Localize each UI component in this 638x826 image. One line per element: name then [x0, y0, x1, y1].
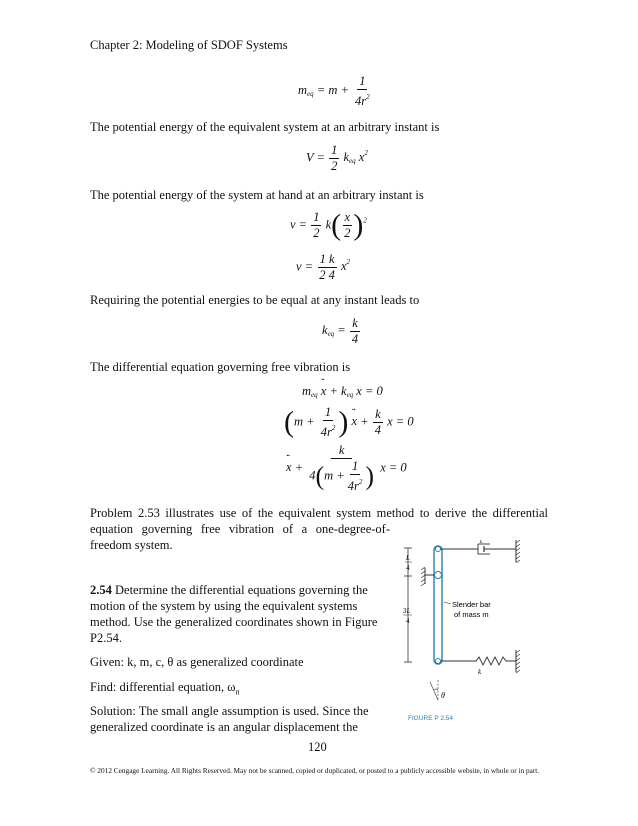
label-slender-bar: Slender bar	[452, 600, 491, 609]
equation-free-vibration-normalized: ·· x + k 4(m + $\frac{1}{4r^2}$ ) x = 0	[286, 443, 407, 494]
paragraph-potential-equivalent: The potential energy of the equivalent system at an arbitrary instant is	[90, 120, 440, 134]
find-subscript: n	[235, 687, 240, 697]
equation-potential-equivalent: V = $\frac{1}{2}$ $k_{eq}$ $x^2$	[306, 143, 368, 173]
label-l-over-4: L	[406, 554, 410, 562]
equation-potential-system-simplified: v = $\frac{1 k}{2 4}$ $x^2$	[296, 252, 351, 282]
find-line	[90, 680, 239, 700]
paragraph-differential-equation: The differential equation governing free vibration is	[90, 360, 351, 374]
equation-free-vibration-expanded: (m + $\frac{1}{4r^2}$ ) ·· x + $\frac{k}{4}$ x = 0	[284, 405, 414, 440]
equation-free-vibration: $m_{eq} \cdot\cdot x + k_{eq}$ x = 0	[302, 384, 383, 399]
solution-line2: generalized coordinate is an angular displacement the	[90, 720, 358, 734]
equation-meq: $m_{eq} = m$ + $\frac{1}{4r^2}$	[298, 74, 370, 108]
paragraph-problem-253-line3: freedom system.	[90, 538, 173, 552]
label-c: c	[480, 540, 484, 545]
label-l-over-4-den: 4	[406, 564, 410, 572]
paragraph-problem-253-line1: Problem 2.53 illustrates use of the equivalent system method to derive the differential	[90, 506, 548, 520]
page-number: 120	[308, 740, 327, 754]
paragraph-potential-system: The potential energy of the system at hand at an arbitrary instant is	[90, 188, 424, 202]
label-3l-over-4-den: 4	[406, 617, 410, 625]
problem-254-number: 2.54	[90, 583, 112, 597]
label-3l-over-4: 3L	[403, 607, 411, 615]
given-line: Given: k, m, c, θ as generalized coordinate	[90, 655, 304, 669]
problem-254-line3: method. Use the generalized coordinates shown in Figure	[90, 615, 378, 629]
find-text: Find: differential equation, ω	[90, 680, 236, 694]
chapter-title: Chapter 2: Modeling of SDOF Systems	[90, 38, 288, 52]
problem-254-text: Determine the differential equations governing the	[111, 583, 368, 597]
figure-p254	[398, 540, 546, 730]
figure-caption: FIGURE P 2.54	[408, 715, 454, 722]
paragraph-problem-253-line2: equation governing free vibration of a one-degree-of-	[90, 522, 390, 536]
pivot-circle	[435, 572, 442, 579]
problem-254-line2: motion of the system by using the equivalent systems	[90, 599, 358, 613]
problem-254-line1	[90, 583, 368, 598]
paragraph-require-equal: Requiring the potential energies to be equal at any instant leads to	[90, 293, 420, 307]
label-theta: θ	[441, 691, 445, 700]
label-mass: of mass m	[454, 610, 489, 619]
equation-potential-system: v = $\frac{1}{2}$ k( $\frac{x}{2}$ )$^2$	[290, 208, 367, 242]
copyright-footer: © 2012 Cengage Learning. All Rights Reserved. May not be scanned, copied or duplicated, or posted to a publicly accessible website, in whole or in part.	[90, 766, 540, 775]
label-k: k	[478, 668, 482, 676]
equation-keq: $k_{eq}$ = $\frac{k}{4}$	[322, 316, 359, 346]
slender-bar	[434, 546, 442, 664]
problem-254-line4: P2.54.	[90, 631, 122, 645]
spring	[441, 657, 516, 665]
solution-line1: Solution: The small angle assumption is used. Since the	[90, 704, 369, 718]
